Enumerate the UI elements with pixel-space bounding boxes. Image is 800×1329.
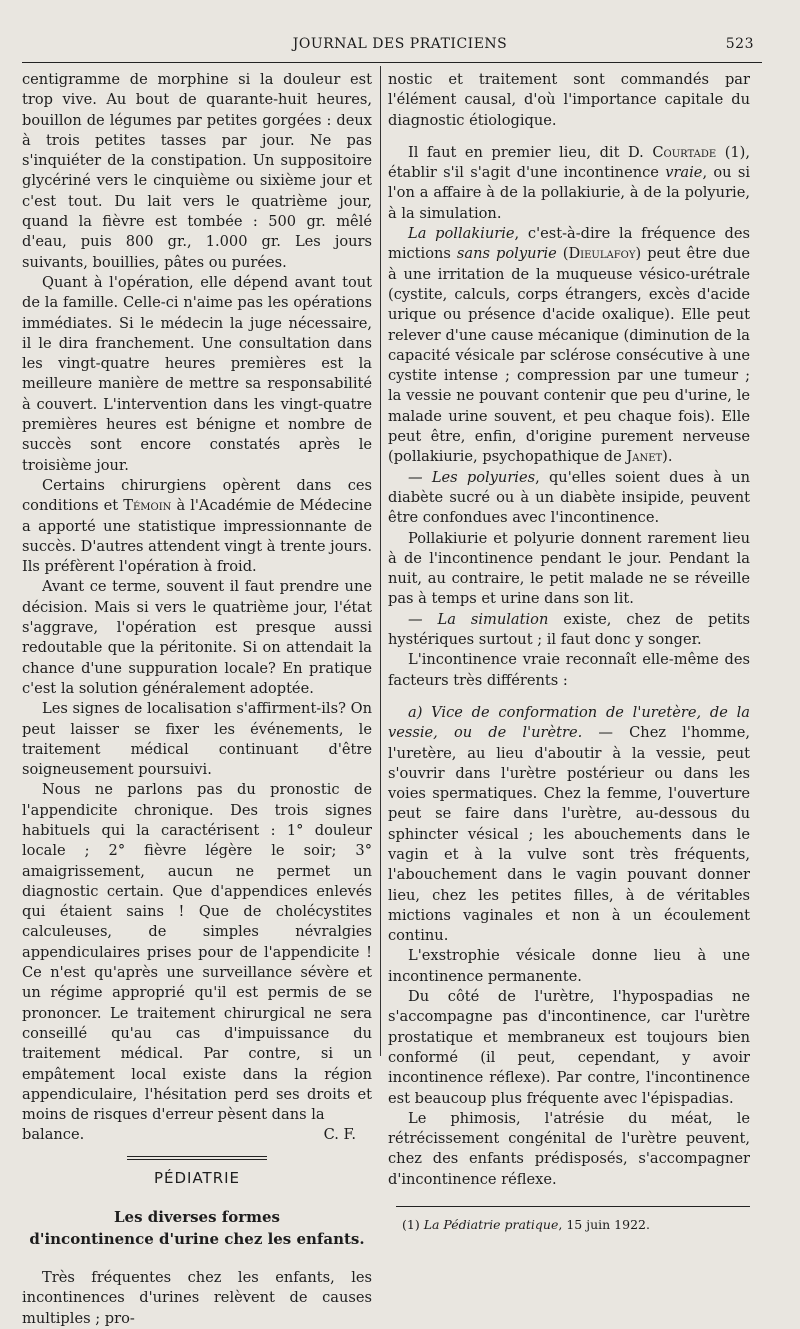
footnote-rule xyxy=(396,1206,750,1207)
header-rule xyxy=(22,62,762,63)
paragraph: L'exstrophie vésicale donne lieu à une incontinence permanente. xyxy=(388,947,750,985)
paragraph: Avant ce terme, souvent il faut prendre une décision. Mais si vers le quatrième jour, l'état s'aggrave, l'opération est presque aussi redoutable que la péritonite. Si on attendait la chance d'une suppuration locale? En pratique c'est la solution généralement adoptée. xyxy=(22,578,372,697)
paragraph: Nous ne parlons pas du pronostic de l'appendicite chronique. Des trois signes habituels qui la caractérisent : 1° douleur locale ; 2° fièvre légère le soir; 3° amaigrissement, aucun ne permet un diagnostic certain. Que d'appendices enlevés qui étaient sains ! Que de cholécystites calculeuses, de simples névralgies appendiculaires prises pour de l'appendicite ! Ce n'est qu'après une surveillance sévère et un régime approprié qu'il est permis de se prononcer. Le traitement chirurgical ne sera conseillé qu'au cas d'impuissance du traitement médical. Par contre, si un empâtement local existe dans la région appendiculaire, l'hésitation perd ses droits et moins de risques d'erreur pèsent dans la xyxy=(22,781,372,1124)
signature: C. F. xyxy=(323,1126,356,1144)
author-name: Courtade xyxy=(652,143,717,161)
paragraph: — La simulation existe, chez de petits hystériques surtout ; il faut donc y songer. xyxy=(388,610,750,649)
paragraph: Certains chirurgiens opèrent dans ces conditions et Témoin à l'Académie de Médecine a apporté une statistique impressionnante de succès. D'autres attendent vingt à trente jours. Ils préfèrent l'opération à froid. xyxy=(22,476,372,576)
paragraph: L'incontinence vraie reconnaît elle-même des facteurs très différents : xyxy=(388,651,750,689)
paragraph: Les signes de localisation s'affirment-ils? On peut laisser se fixer les événements, le traitement médical continuant d'être soigneusement poursuivi. xyxy=(22,700,372,779)
article-title: Les diverses formes d'incontinence d'urine chez les enfants. xyxy=(29,1208,365,1249)
paragraph: centigramme de morphine si la douleur est trop vive. Au bout de quarante-huit heures, bouillon de légumes par petites gorgées : deux à trois petites tasses par jour. Ne pas s'inquiéter de la constipation. Un suppositoire glycériné vers le cinquième ou sixième jour et c'est tout. Du lait vers le quatrième jour, quand la fièvre est tombée : 500 gr. mêlé d'eau, puis 800 gr., 1.000 gr. Les jours suivants, bouillies, pâtes ou purées. xyxy=(22,71,372,271)
section-separator xyxy=(127,1156,267,1160)
paragraph: Très fréquentes chez les enfants, les incontinences d'urines relèvent de causes multiples ; pro- xyxy=(22,1269,372,1327)
paragraph: Il faut en premier lieu, dit D. Courtade (1), établir s'il s'agit d'une incontinence vraie, ou si l'on a affaire à de la pollakiurie, à de la polyurie, à la simulation. xyxy=(388,143,750,222)
signature-line: balance. C. F. xyxy=(22,1125,372,1145)
author-name: Témoin xyxy=(123,497,172,515)
paragraph: La pollakiurie, c'est-à-dire la fréquence des mictions sans polyurie (Dieulafoy) peut être due à une irritation de la muqueuse vésico-urétrale (cystite, calculs, corps étrangers, excès d'acide urique ou présence d'acide oxalique). Elle peut relever d'une cause mécanique (diminution de la capacité vésicale par sclérose consécutive à une cystite intense ; compression par une tumeur ; la vessie ne pouvant contenir que peu d'urine, le malade urine souvent, et peu chaque fois). Elle peut être, enfin, d'origine purement nerveuse (pollakiurie, psychopathique de Janet). xyxy=(388,225,750,466)
journal-title: JOURNAL DES PRATICIENS xyxy=(292,36,508,52)
paragraph: — Les polyuries, qu'elles soient dues à un diabète sucré ou à un diabète insipide, peuvent être confondues avec l'incontinence. xyxy=(388,468,750,527)
right-column xyxy=(388,70,750,1233)
footnote: (1) La Pédiatrie pratique, 15 juin 1922. xyxy=(402,1217,650,1233)
paragraph: Le phimosis, l'atrésie du méat, le rétrécissement congénital de l'urètre peuvent, chez des enfants prédisposés, s'accompagner d'incontinence réflexe. xyxy=(388,1109,750,1188)
paragraph: Quant à l'opération, elle dépend avant tout de la famille. Celle-ci n'aime pas les opérations immédiates. Si le médecin la juge nécessaire, il le dira franchement. Une consultation dans les vingt-quatre heures premières est la meilleure manière de mettre sa responsabilité à couvert. L'intervention dans les vingt-quatre premières heures est bénigne et nombre de succès sont encore constatés après le troisième jour. xyxy=(22,273,372,474)
column-divider xyxy=(380,66,381,1056)
running-header xyxy=(0,36,800,58)
author-name: Dieulafoy xyxy=(568,245,636,263)
left-column xyxy=(22,70,372,1329)
paragraph: a) Vice de conformation de l'uretère, de la vessie, ou de l'urètre. — Chez l'homme, l'uretère, au lieu d'aboutir à la vessie, peut s'ouvrir dans l'urètre postérieur ou dans les voies spermatiques. Chez la femme, l'ouverture peut se faire dans l'urètre, au-dessous du sphincter vésical ; les abouchements dans le vagin et à la vulve sont très fréquents, l'abouchement dans le vagin pouvant donner lieu, chez les petites filles, à de véritables mictions vaginales et non à un écoulement continu. xyxy=(388,703,750,945)
paragraph: Pollakiurie et polyurie donnent rarement lieu à de l'incontinence pendant le jour. Pendant la nuit, au contraire, le petit malade ne se réveille pas à temps et urine dans son lit. xyxy=(388,529,750,608)
paragraph: nostic et traitement sont commandés par l'élément causal, d'où l'importance capitale du diagnostic étiologique. xyxy=(388,71,750,129)
author-name: Janet xyxy=(626,448,663,466)
section-heading: PÉDIATRIE xyxy=(153,1168,241,1187)
paragraph: Du côté de l'urètre, l'hypospadias ne s'accompagne pas d'incontinence, car l'urètre prostatique et membraneux est toujours bien conformé (il peut, cependant, y avoir incontinence réflexe). Par contre, l'incontinence est beaucoup plus fréquente avec l'épispadias. xyxy=(388,988,750,1107)
page-number: 523 xyxy=(725,36,754,52)
